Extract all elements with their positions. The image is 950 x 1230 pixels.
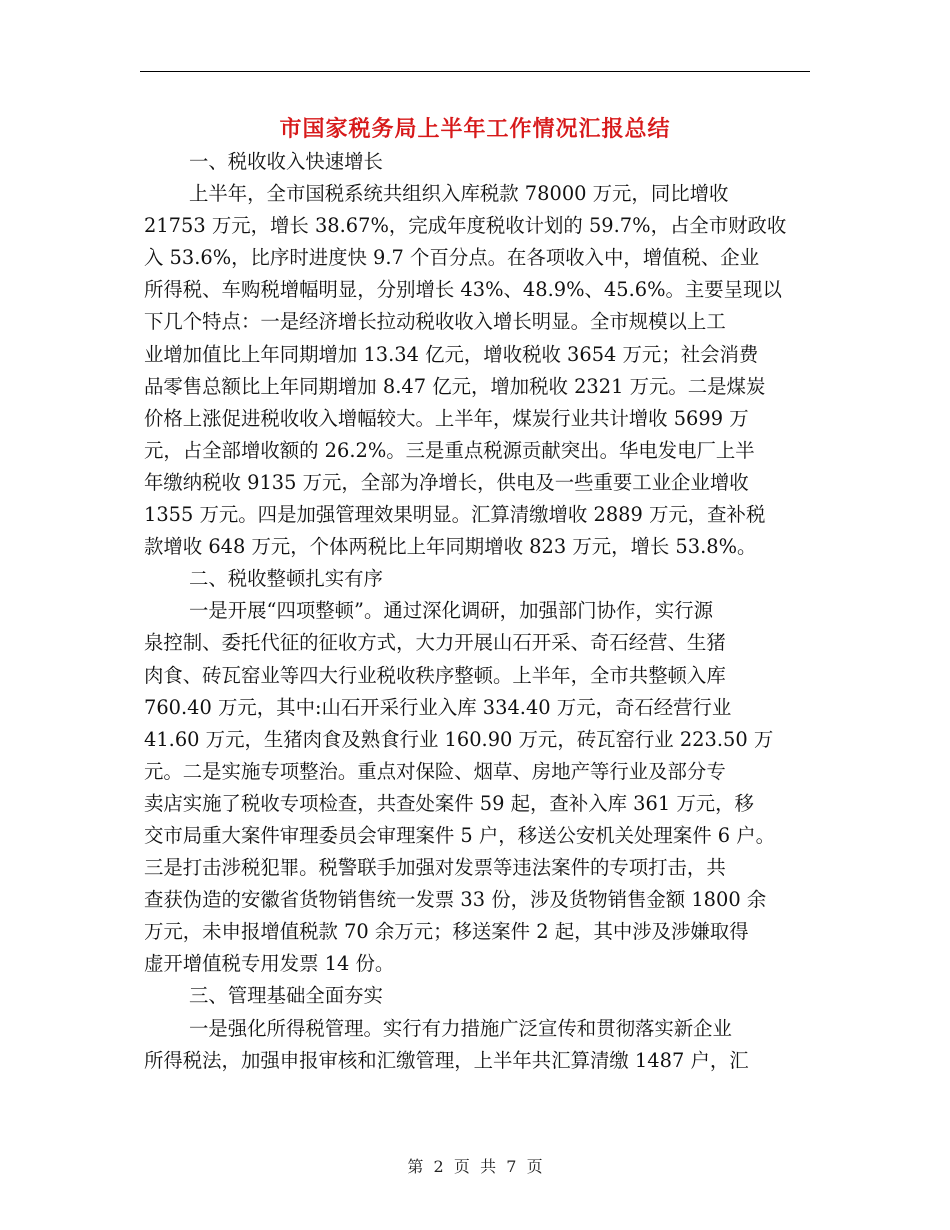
text-line: 下几个特点：一是经济增长拉动税收收入增长明显。全市规模以上工	[144, 310, 726, 334]
text-line: 肉食、砖瓦窑业等四大行业税收秩序整顿。上半年，全市共整顿入库	[144, 663, 726, 687]
text-line: 元。二是实施专项整治。重点对保险、烟草、房地产等行业及部分专	[144, 759, 726, 783]
text-line: 查获伪造的安徽省货物销售统一发票 33 份，涉及货物销售金额 1800 余	[144, 888, 767, 912]
text-line: 万元，未申报增值税款 70 余万元；移送案件 2 起，其中涉及涉嫌取得	[144, 920, 749, 944]
text-line: 760.40 万元，其中:山石开采行业入库 334.40 万元，奇石经营行业	[144, 695, 732, 719]
text-line: 款增收 648 万元，个体两税比上年同期增收 823 万元，增长 53.8%。	[144, 535, 757, 559]
document-body	[144, 146, 812, 1077]
header-rule	[140, 71, 810, 72]
text-line: 一是开展“四项整顿”。通过深化调研，加强部门协作，实行源	[189, 599, 713, 623]
text-line: 上半年，全市国税系统共组织入库税款 78000 万元，同比增收	[189, 182, 729, 206]
text-line: 卖店实施了税收专项检查，共查处案件 59 起，查补入库 361 万元，移	[144, 791, 754, 815]
text-line: 入 53.6%，比序时进度快 9.7 个百分点。在各项收入中，增值税、企业	[144, 246, 760, 270]
text-line: 元，占全部增收额的 26.2%。三是重点税源贡献突出。华电发电厂上半	[144, 438, 755, 462]
section-heading: 三、管理基础全面夯实	[189, 984, 383, 1008]
text-line: 1355 万元。四是加强管理效果明显。汇算清缴增收 2889 万元，查补税	[144, 503, 766, 527]
section-heading: 一、税收收入快速增长	[189, 150, 383, 173]
text-line: 业增加值比上年同期增加 13.34 亿元，增收税收 3654 万元；社会消费	[144, 342, 759, 366]
text-line: 虚开增值税专用发票 14 份。	[144, 952, 395, 976]
text-line: 所得税、车购税增幅明显，分别增长 43%、48.9%、45.6%。主要呈现以	[144, 278, 782, 302]
text-line: 所得税法，加强申报审核和汇缴管理，上半年共汇算清缴 1487 户，汇	[144, 1048, 749, 1072]
section-heading: 二、税收整顿扎实有序	[189, 567, 383, 591]
text-line: 一是强化所得税管理。实行有力措施广泛宣传和贯彻落实新企业	[189, 1016, 732, 1040]
document-title: 市国家税务局上半年工作情况汇报总结	[279, 117, 671, 142]
text-line: 交市局重大案件审理委员会审理案件 5 户，移送公安机关处理案件 6 户。	[144, 823, 776, 847]
text-line: 价格上涨促进税收收入增幅较大。上半年，煤炭行业共计增收 5699 万	[144, 406, 749, 430]
text-line: 品零售总额比上年同期增加 8.47 亿元，增加税收 2321 万元。二是煤炭	[144, 374, 766, 398]
text-line: 年缴纳税收 9135 万元，全部为净增长，供电及一些重要工业企业增收	[144, 470, 749, 494]
text-line: 泉控制、委托代征的征收方式，大力开展山石开采、奇石经营、生猪	[144, 631, 726, 655]
page-footer: 第 2 页 共 7 页	[407, 1157, 543, 1176]
text-line: 21753 万元，增长 38.67%，完成年度税收计划的 59.7%，占全市财政收	[144, 214, 787, 238]
text-line: 41.60 万元，生猪肉食及熟食行业 160.90 万元，砖瓦窑行业 223.50 万	[144, 727, 774, 751]
text-line: 三是打击涉税犯罪。税警联手加强对发票等违法案件的专项打击，共	[144, 856, 726, 880]
